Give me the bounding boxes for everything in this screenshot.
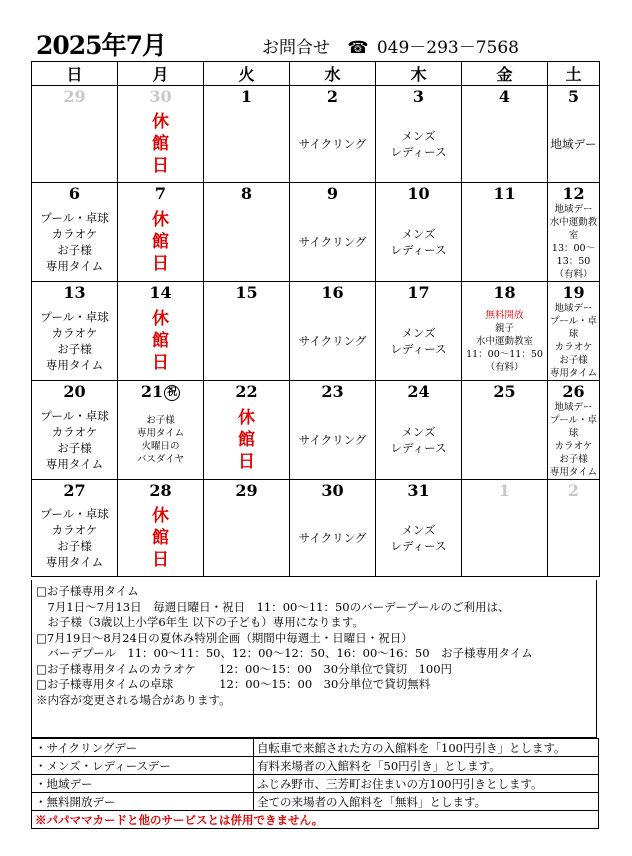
event-line: 専用タイム: [136, 428, 185, 439]
closed-day-label: 館: [152, 528, 169, 548]
note-line: □お子様専用タイムのカラオケ 12：00～15：00 30分単位で貸切 100円: [36, 661, 453, 676]
day-events: [462, 500, 548, 577]
phone-number: 049－293－7568: [376, 38, 519, 58]
event-line: お子様: [57, 441, 92, 455]
day-number: [548, 86, 600, 107]
event-line: 13：00～13：50: [551, 243, 596, 267]
closed-day-label: 休: [152, 112, 169, 132]
day-number-text: 27: [63, 480, 86, 500]
day-number-text: 22: [235, 381, 258, 401]
event-line: プール・卓球: [40, 310, 109, 324]
day-events: [204, 500, 290, 577]
closed-day-label: 日: [152, 156, 169, 176]
day-number-text: 4: [498, 86, 511, 106]
day-events: [462, 203, 548, 282]
day-number-text: 2: [326, 86, 339, 106]
day-number-text: 1: [240, 86, 253, 106]
phone-icon: ☎: [347, 38, 369, 58]
day-number: [548, 282, 600, 303]
day-number: [204, 282, 290, 303]
day-number: [32, 183, 118, 204]
day-number-text: 6: [68, 183, 81, 203]
event-line: お子様: [559, 355, 588, 366]
day-number-text: 29: [63, 86, 86, 106]
event-line: プール・卓球: [40, 409, 109, 423]
event-line: 専用タイム: [549, 368, 598, 379]
closed-day-label: 館: [152, 232, 169, 252]
day-number-text: 26: [562, 381, 585, 401]
event-line: カラオケ: [51, 425, 98, 439]
day-number-text: 25: [493, 381, 516, 401]
event-line: メンズ: [401, 425, 436, 439]
day-number-text: 9: [326, 183, 339, 203]
day-number-text: 20: [63, 381, 86, 401]
event-line: 水中運動教室: [549, 217, 598, 241]
closed-day-label: 館: [152, 331, 169, 351]
day-events: [548, 106, 600, 183]
week-number-row: [32, 183, 600, 204]
note-line: □7月19日～8月24日の夏休み特別企画（期間中毎週土・日曜日・祝日）: [36, 630, 413, 645]
event-line: メンズ: [401, 523, 436, 537]
event-line: サイクリング: [298, 531, 367, 545]
day-number: [290, 480, 376, 501]
day-number: [290, 282, 376, 303]
legend-row: [32, 757, 599, 775]
day-events: [118, 500, 204, 577]
day-number: [290, 86, 376, 107]
day-events: [118, 302, 204, 381]
day-events: [118, 401, 204, 480]
day-number: [548, 183, 600, 204]
day-events: [204, 302, 290, 381]
event-line: （有料）: [485, 361, 524, 373]
day-number-text: 12: [562, 183, 585, 203]
legend-desc: ふじみ野市、三芳町お住まいの方100円引きとします。: [254, 775, 599, 793]
day-events: [376, 401, 462, 480]
event-line: 専用タイム: [45, 358, 104, 372]
day-number: [290, 381, 376, 402]
weekday-wed: 水: [290, 62, 376, 86]
legend-name: ・サイクリングデー: [32, 739, 254, 757]
event-line: メンズ: [401, 227, 436, 241]
day-number-text: 31: [407, 480, 430, 500]
closed-day-label: 館: [238, 430, 255, 450]
legend-table: [31, 738, 599, 829]
day-number: [118, 381, 204, 402]
day-number-text: 3: [412, 86, 425, 106]
day-events: [204, 203, 290, 282]
day-events: [548, 203, 600, 282]
weekday-sun: 日: [32, 62, 118, 86]
week-event-row: [32, 302, 600, 381]
week-number-row: [32, 282, 600, 303]
calendar-body: [32, 62, 600, 577]
note-line: □お子様専用タイム: [36, 584, 139, 598]
event-line: プール・卓球: [549, 415, 598, 439]
day-number-text: 8: [240, 183, 253, 203]
day-events: [548, 302, 600, 381]
weekday-mon: 月: [118, 62, 204, 86]
event-line: レディース: [390, 342, 447, 356]
event-line: プール・卓球: [549, 316, 598, 340]
day-events: [204, 401, 290, 480]
event-line: レディース: [390, 145, 447, 159]
closed-day-label: 日: [238, 452, 255, 472]
warning-text: ※パパママカードと他のサービスとは併用できません。: [32, 811, 599, 829]
day-number-text: 15: [235, 282, 258, 302]
day-number-text: 14: [149, 282, 172, 302]
event-line: お子様: [57, 539, 92, 553]
day-number-text: 28: [149, 480, 172, 500]
notes-box: [31, 580, 597, 738]
week-number-row: [32, 381, 600, 402]
event-line: 火曜日の: [141, 441, 180, 452]
event-line: 専用タイム: [45, 259, 104, 273]
day-number: [204, 86, 290, 107]
day-number: [462, 183, 548, 204]
day-events: [462, 106, 548, 183]
event-line: プール・卓球: [40, 507, 109, 521]
event-line: カラオケ: [554, 342, 593, 353]
day-number-text: 13: [63, 282, 86, 302]
note-line: ※内容が変更される場合があります。: [36, 692, 231, 707]
day-number-text: 30: [321, 480, 344, 500]
event-line: カラオケ: [554, 441, 593, 452]
day-events: [290, 106, 376, 183]
legend-row: [32, 739, 599, 757]
day-number: [32, 381, 118, 402]
day-number: [32, 282, 118, 303]
day-number-text: 24: [407, 381, 430, 401]
day-number-text: 16: [321, 282, 344, 302]
day-number-text: 7: [154, 183, 167, 203]
day-number: [462, 86, 548, 107]
day-number-text: 18: [493, 282, 516, 302]
legend-desc: 全ての来場者の入館料を「無料」とします。: [254, 793, 599, 811]
day-number: [376, 480, 462, 501]
day-number-text: 21: [140, 381, 164, 401]
day-number-text: 2: [567, 480, 580, 500]
legend-desc: 有料来場者の入館料を「50円引き」とします。: [254, 757, 599, 775]
event-line: 地域デー: [554, 204, 593, 215]
event-line: メンズ: [401, 129, 436, 143]
contact-label: お問合せ: [262, 38, 330, 58]
day-events: [290, 401, 376, 480]
closed-day-label: 休: [152, 309, 169, 329]
holiday-badge: 祝: [164, 385, 180, 401]
day-number-text: 23: [321, 381, 344, 401]
day-events: [376, 203, 462, 282]
day-number-text: 29: [235, 480, 258, 500]
day-number: [204, 480, 290, 501]
legend-row: [32, 775, 599, 793]
event-line: お子様: [559, 454, 588, 465]
event-line: （有料）: [554, 269, 593, 280]
day-events: [290, 203, 376, 282]
day-number: [548, 480, 600, 501]
closed-day-label: 館: [152, 134, 169, 154]
weekday-fri: 金: [462, 62, 548, 86]
weekday-header-row: [32, 62, 600, 86]
closed-day-label: 休: [152, 210, 169, 230]
day-number-text: 1: [498, 480, 511, 500]
legend-name: ・メンズ・レディースデー: [32, 757, 254, 775]
event-line: バスダイヤ: [136, 454, 185, 465]
closed-day-label: 休: [152, 506, 169, 526]
day-number: [548, 381, 600, 402]
day-number: [462, 282, 548, 303]
day-number-text: 17: [407, 282, 430, 302]
event-line: お子様: [57, 342, 92, 356]
day-number: [462, 381, 548, 402]
week-event-row: [32, 106, 600, 183]
note-line: 7月1日～7月13日 毎週日曜日・祝日 11：00～11：50のバーデープールのご利用は、: [36, 599, 510, 614]
event-line: サイクリング: [298, 433, 367, 447]
legend-desc: 自転車で来館された方の入館料を「100円引き」とします。: [254, 739, 599, 757]
event-line: 専用タイム: [549, 467, 598, 478]
week-event-row: [32, 203, 600, 282]
event-line: 専用タイム: [45, 555, 104, 569]
page-title: 2025年7月: [36, 31, 166, 60]
day-number-text: 30: [149, 86, 172, 106]
weekday-tue: 火: [204, 62, 290, 86]
day-number: [32, 480, 118, 501]
week-number-row: [32, 480, 600, 501]
day-number: [118, 183, 204, 204]
day-events: [32, 106, 118, 183]
event-line: 地域デー: [550, 137, 597, 151]
event-line: お子様: [57, 243, 92, 257]
legend-name: ・無料開放デー: [32, 793, 254, 811]
warning-row: [32, 811, 599, 829]
legend-name: ・地域デー: [32, 775, 254, 793]
event-line: カラオケ: [51, 227, 98, 241]
event-line: 専用タイム: [45, 457, 104, 471]
day-events: [462, 302, 548, 381]
day-number: [118, 86, 204, 107]
event-line: サイクリング: [298, 235, 367, 249]
day-events: [548, 500, 600, 577]
free-open-label: 無料開放: [485, 309, 524, 321]
day-events: [462, 401, 548, 480]
day-events: [376, 500, 462, 577]
day-number: [462, 480, 548, 501]
day-events: [118, 203, 204, 282]
closed-day-label: 日: [152, 254, 169, 274]
contact-info: [262, 33, 519, 58]
event-line: サイクリング: [298, 137, 367, 151]
event-line: サイクリング: [298, 334, 367, 348]
event-line: レディース: [390, 441, 447, 455]
event-line: カラオケ: [51, 523, 98, 537]
day-number: [376, 183, 462, 204]
closed-day-label: 休: [238, 408, 255, 428]
day-number: [376, 86, 462, 107]
day-number: [204, 183, 290, 204]
day-events: [376, 302, 462, 381]
event-line: 11：00～11：50: [466, 348, 543, 360]
day-number-text: 19: [562, 282, 585, 302]
day-number: [290, 183, 376, 204]
event-line: メンズ: [401, 326, 436, 340]
event-line: 水中運動教室: [475, 335, 533, 347]
week-number-row: [32, 86, 600, 107]
weekday-thu: 木: [376, 62, 462, 86]
day-number: [376, 282, 462, 303]
day-number: [376, 381, 462, 402]
day-number-text: 11: [493, 183, 516, 203]
day-events: [32, 203, 118, 282]
week-event-row: [32, 500, 600, 577]
day-events: [204, 106, 290, 183]
day-events: [548, 401, 600, 480]
day-events: [376, 106, 462, 183]
calendar-table: [31, 61, 600, 577]
note-line: □お子様専用タイムの卓球 12：00～15：00 30分単位で貸切無料: [36, 677, 431, 691]
event-line: 地域デー: [554, 303, 593, 314]
closed-day-label: 日: [152, 550, 169, 570]
legend-row: [32, 793, 599, 811]
week-event-row: [32, 401, 600, 480]
event-line: カラオケ: [51, 326, 98, 340]
day-number-text: 5: [567, 86, 580, 106]
closed-day-label: 日: [152, 353, 169, 373]
day-number: [32, 86, 118, 107]
day-number: [204, 381, 290, 402]
note-line: バーデプール 11：00～11：50、12：00～12：50、16：00～16：50 お子様専用タイム: [36, 646, 533, 660]
header: [0, 0, 632, 60]
event-line: お子様: [146, 415, 175, 426]
day-events: [32, 500, 118, 577]
day-number-text: 10: [407, 183, 430, 203]
day-events: [32, 401, 118, 480]
event-line: 地域デー: [554, 402, 593, 413]
day-events: [290, 302, 376, 381]
event-line: レディース: [390, 539, 447, 553]
day-events: [118, 106, 204, 183]
note-line: お子様（3歳以上小学6年生 以下の子ども）専用になります。: [36, 615, 364, 629]
day-events: [290, 500, 376, 577]
day-number: [118, 282, 204, 303]
weekday-sat: 土: [548, 62, 600, 86]
event-line: 親子: [494, 322, 514, 334]
day-number: [118, 480, 204, 501]
event-line: プール・卓球: [40, 211, 109, 225]
event-line: レディース: [390, 243, 447, 257]
day-events: [32, 302, 118, 381]
